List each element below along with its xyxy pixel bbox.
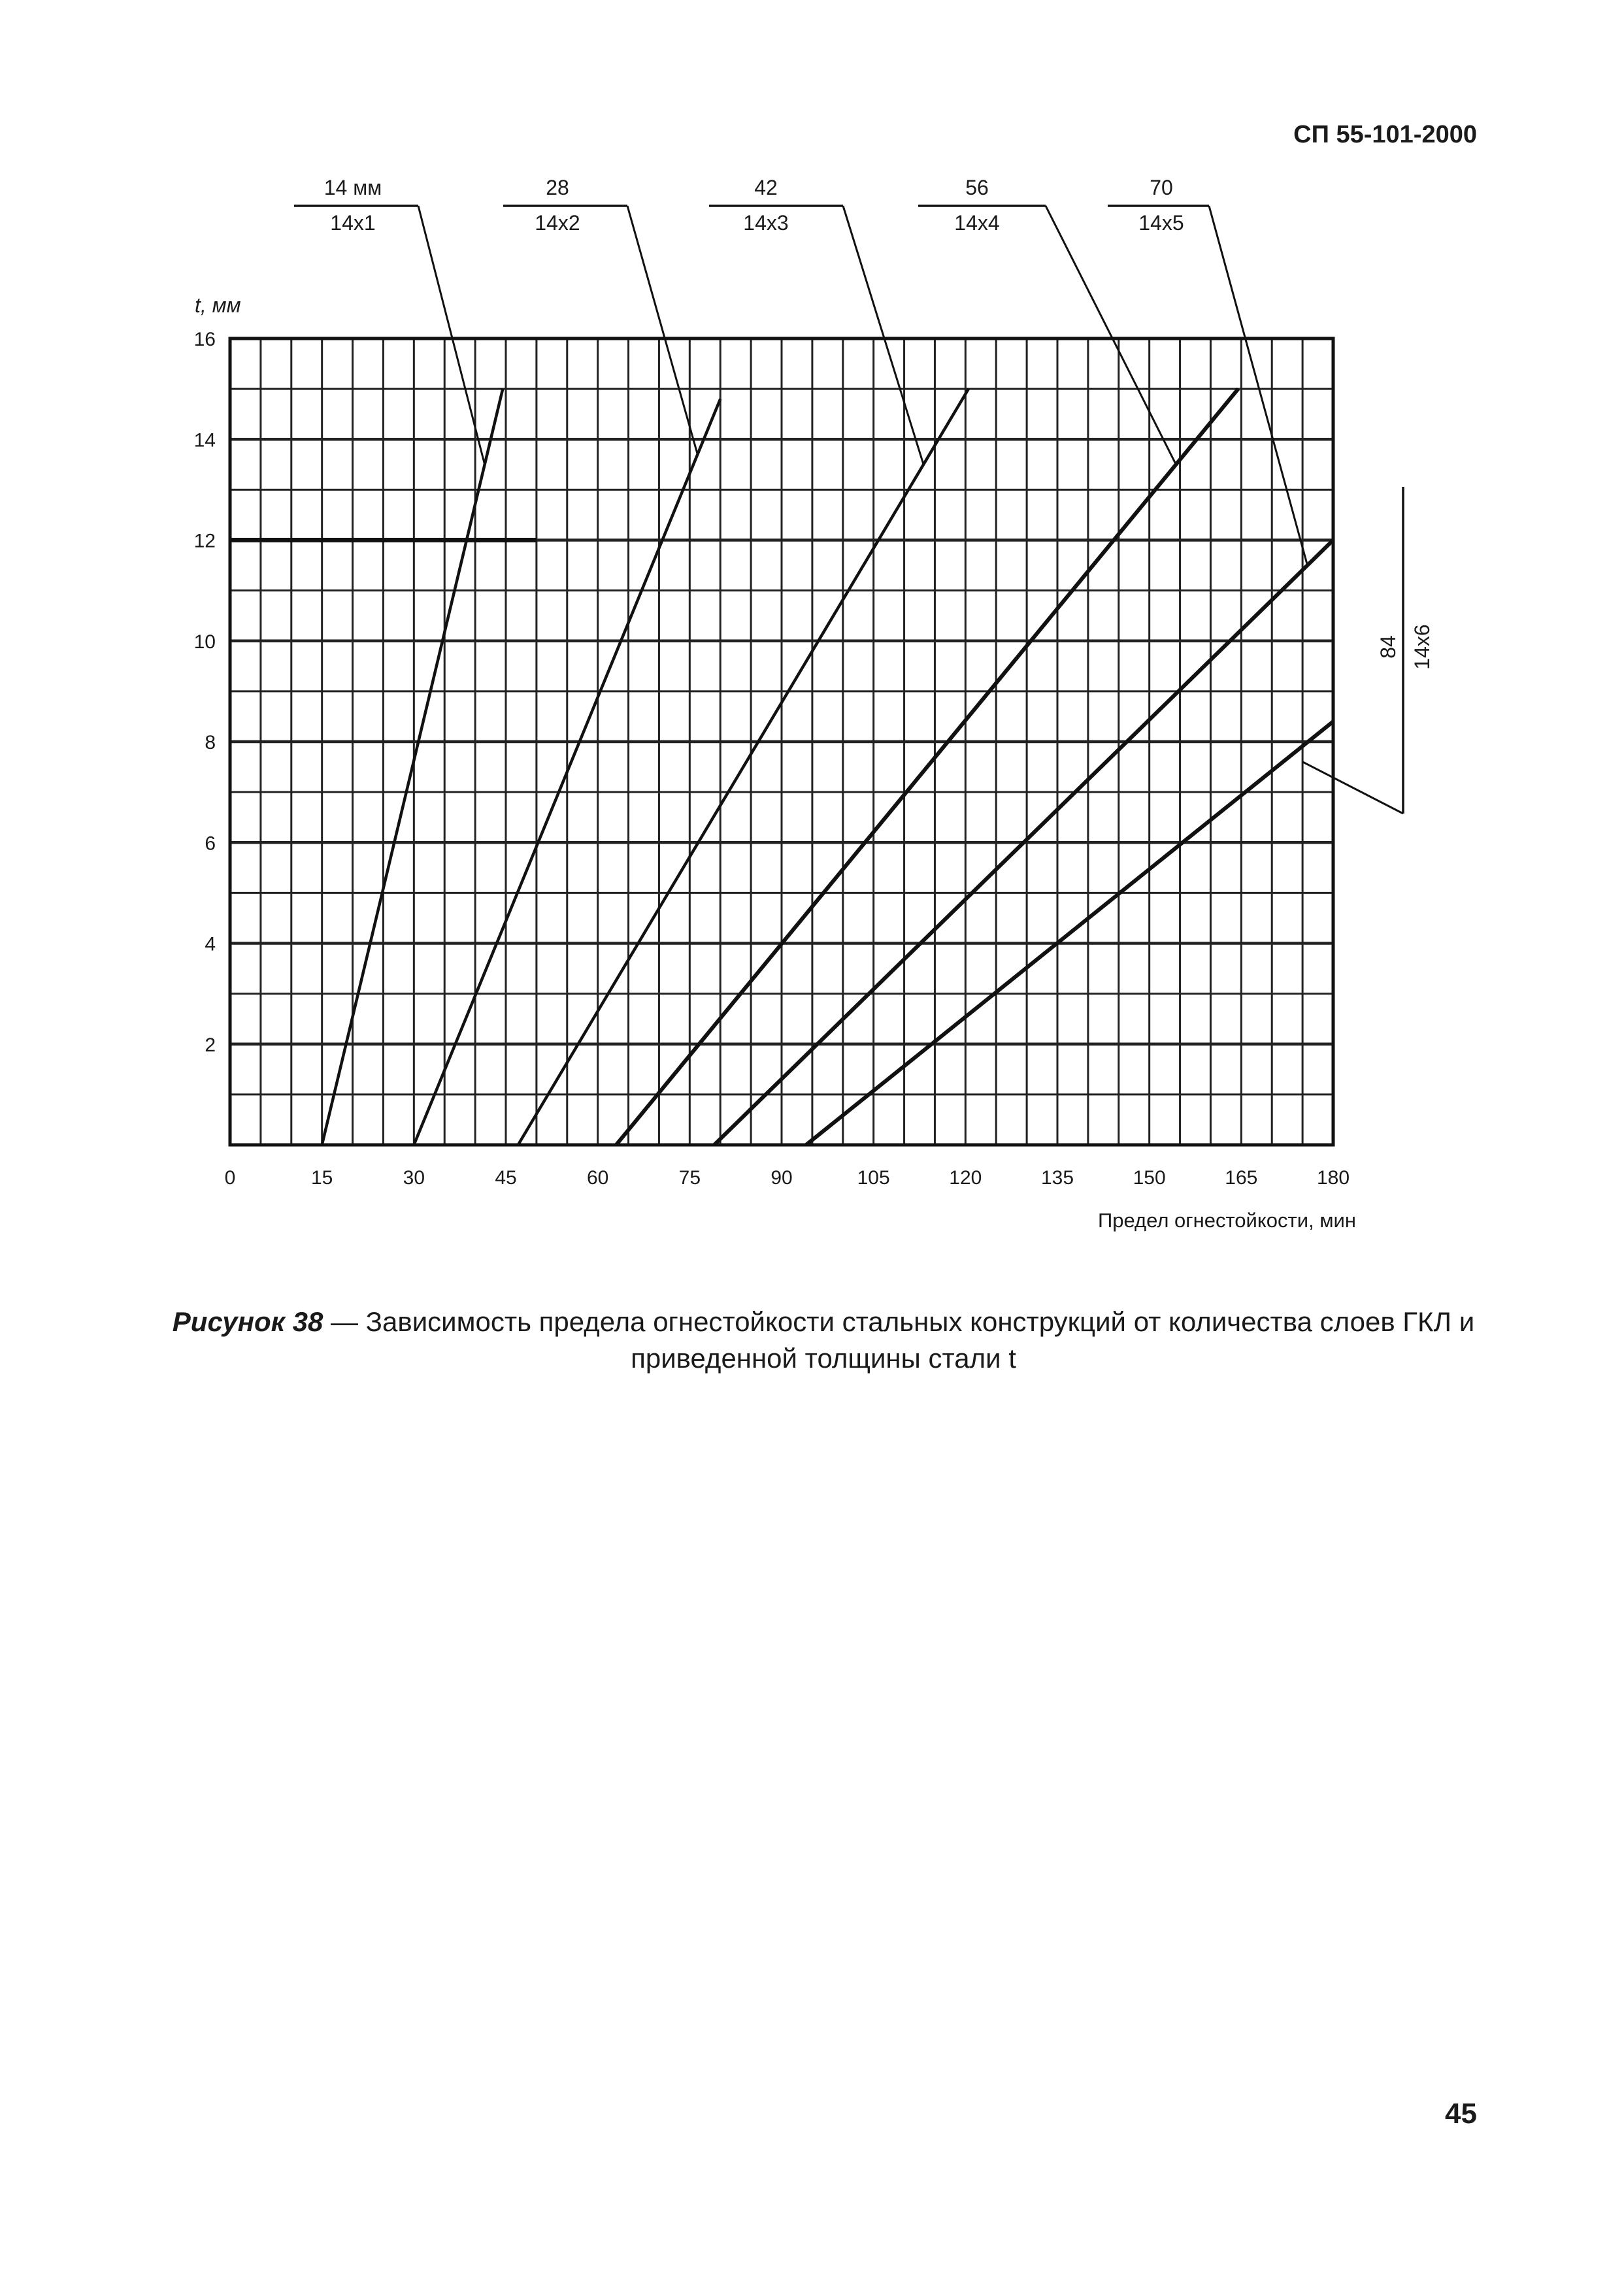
series-label-leader bbox=[1302, 762, 1403, 814]
series-label-value: 84 bbox=[1376, 635, 1400, 659]
series-label-side bbox=[1376, 624, 1434, 669]
x-tick-label: 75 bbox=[678, 1167, 701, 1189]
y-tick-label: 8 bbox=[205, 732, 216, 753]
x-tick-label: 105 bbox=[857, 1167, 890, 1189]
series-label-leader bbox=[1209, 206, 1308, 565]
x-tick-label: 90 bbox=[771, 1167, 793, 1189]
x-tick-label: 30 bbox=[403, 1167, 425, 1189]
document-code: СП 55-101-2000 bbox=[1293, 121, 1477, 148]
series-label-value: 14 мм bbox=[323, 176, 382, 199]
y-tick-label: 4 bbox=[205, 933, 216, 955]
series-label-value: 28 bbox=[546, 176, 569, 199]
figure-caption bbox=[105, 1304, 1542, 1377]
series-label-leader bbox=[418, 206, 485, 465]
chart-tick-labels bbox=[194, 329, 1350, 1189]
chart-series bbox=[322, 389, 1333, 1145]
series-label-leader bbox=[1046, 206, 1176, 465]
series-label-layers: 14x2 bbox=[535, 211, 580, 235]
x-axis-label: Предел огнестойкости, мин bbox=[1097, 1209, 1356, 1232]
y-tick-label: 6 bbox=[205, 833, 216, 855]
series-label-layers: 14x6 bbox=[1410, 624, 1434, 670]
x-tick-label: 45 bbox=[495, 1167, 517, 1189]
x-tick-label: 165 bbox=[1225, 1167, 1258, 1189]
series-label-layers: 14x3 bbox=[743, 211, 789, 235]
figure-label: Рисунок 38 bbox=[172, 1306, 323, 1337]
series-label-layers: 14x1 bbox=[330, 211, 376, 235]
y-tick-label: 10 bbox=[193, 631, 216, 653]
y-tick-label: 12 bbox=[193, 530, 216, 552]
x-tick-label: 15 bbox=[310, 1167, 333, 1189]
x-tick-label: 0 bbox=[224, 1167, 236, 1189]
series-label-leader bbox=[627, 206, 697, 454]
y-tick-label: 16 bbox=[193, 329, 216, 350]
series-line-4 bbox=[616, 389, 1238, 1145]
y-tick-label: 14 bbox=[193, 429, 216, 452]
series-label-leader bbox=[843, 206, 923, 465]
chart-series-labels bbox=[294, 176, 1434, 814]
caption-dash: — bbox=[331, 1306, 358, 1337]
series-label-value: 70 bbox=[1150, 176, 1173, 199]
series-label-layers: 14x4 bbox=[954, 211, 1000, 235]
series-line-3 bbox=[518, 389, 969, 1145]
y-tick-label: 2 bbox=[205, 1034, 216, 1056]
series-label-layers: 14x5 bbox=[1138, 211, 1184, 235]
caption-text: Зависимость предела огнестойкости стальных конструкций от количества слоев ГКЛ и приведенной толщины стали t bbox=[365, 1306, 1475, 1374]
series-label-value: 56 bbox=[965, 176, 989, 199]
series-label-value: 42 bbox=[754, 176, 778, 199]
x-tick-label: 180 bbox=[1316, 1167, 1350, 1189]
chart-grid bbox=[230, 338, 1333, 1145]
y-axis-label: t, мм bbox=[195, 293, 241, 317]
x-tick-label: 135 bbox=[1040, 1167, 1074, 1189]
page-number: 45 bbox=[1445, 2098, 1477, 2130]
series-line-6 bbox=[806, 721, 1333, 1145]
x-tick-label: 60 bbox=[586, 1167, 609, 1189]
x-tick-label: 120 bbox=[949, 1167, 982, 1189]
x-tick-label: 150 bbox=[1133, 1167, 1166, 1189]
